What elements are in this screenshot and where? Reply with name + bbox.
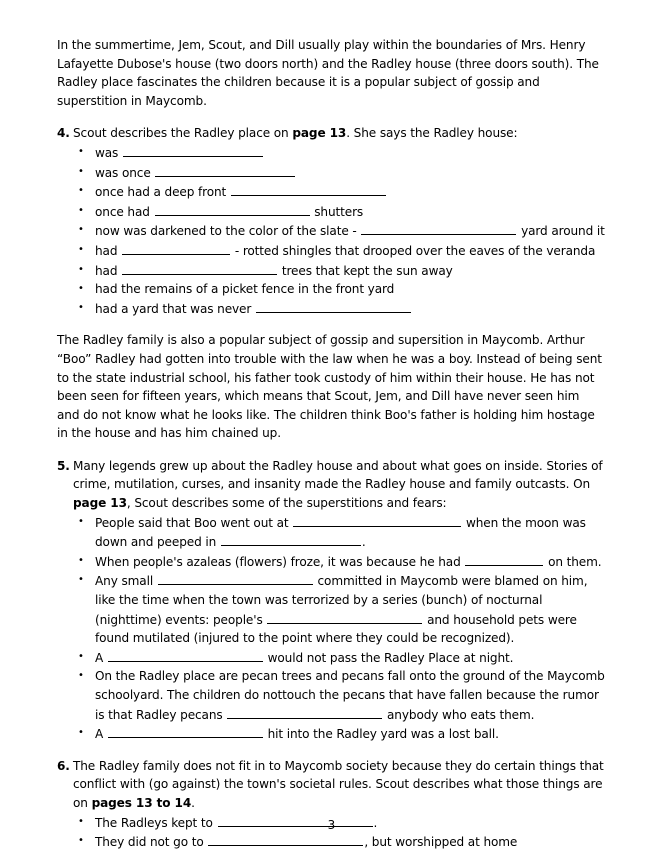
list-item	[57, 202, 605, 222]
bullet-text-before: once had	[95, 204, 154, 219]
answer-blank[interactable]	[122, 261, 277, 275]
list-item	[57, 513, 605, 552]
bullet-text-after: yard around it	[517, 224, 605, 239]
answer-blank[interactable]	[465, 552, 543, 566]
question-4-block	[57, 124, 605, 318]
bullet-text-after: shutters	[310, 204, 364, 219]
answer-blank[interactable]	[108, 724, 263, 738]
bullet-text-seg2: hit into the Radley yard was a lost ball.	[263, 727, 499, 742]
bullet-text-before: now was darkened to the color of the slate -	[95, 224, 361, 239]
answer-blank[interactable]	[155, 202, 310, 216]
list-item	[57, 221, 605, 241]
bullet-text-after: trees that kept the sun away	[278, 263, 453, 278]
list-item	[57, 724, 605, 744]
list-item	[57, 552, 605, 572]
bullet-text-before: had	[95, 263, 122, 278]
answer-blank[interactable]	[123, 143, 263, 157]
question-5-block	[57, 457, 605, 744]
question-6-stem-text-before: The Radley family does not fit in to Maycomb society because they do certain things that conflict with (go against) the town's societal rules. Scout describes what those things are on	[73, 758, 604, 810]
list-item	[57, 299, 605, 319]
question-4-stem-text-before: Scout describes the Radley place on	[73, 126, 293, 141]
bullet-text-seg3: .	[361, 535, 366, 550]
answer-blank[interactable]	[227, 705, 382, 719]
bullet-text-seg3: and household pets were found mutilated (injured to the point where they could be recognized).	[95, 612, 577, 646]
list-item	[57, 261, 605, 281]
answer-blank[interactable]	[293, 513, 461, 527]
intro-paragraph: In the summertime, Jem, Scout, and Dill usually play within the boundaries of Mrs. Henry Lafayette Dubose's house (two doors north) and the Radley house (three doors south). The Radley place fascinates the children because it is a popular subject of gossip and superstition in Maycomb.	[57, 38, 599, 108]
question-5-stem-text-before: Many legends grew up about the Radley house and about what goes on inside. Stories of crime, mutilation, curses, and insanity made the Radley house and family outcasts. On	[73, 458, 603, 492]
bullet-text-seg2: on them.	[544, 554, 602, 569]
question-5-page-reference: page 13	[73, 496, 127, 511]
answer-blank[interactable]	[108, 648, 263, 662]
answer-blank[interactable]	[267, 610, 422, 624]
bullet-text-seg1: People said that Boo went out at	[95, 515, 293, 530]
list-item	[57, 571, 605, 647]
answer-blank[interactable]	[231, 182, 386, 196]
list-item	[57, 667, 605, 724]
page-number: 3	[327, 818, 336, 832]
question-5-stem	[57, 457, 619, 513]
list-item	[57, 648, 605, 668]
question-6-block	[57, 757, 605, 852]
list-item	[57, 163, 605, 183]
list-item	[57, 143, 605, 163]
bullet-text-after: , but worshipped at home	[364, 835, 518, 850]
answer-blank[interactable]	[158, 571, 313, 585]
bullet-text-seg2: anybody who eats them.	[383, 707, 535, 722]
question-5-stem-text-after: , Scout describes some of the superstitions and fears:	[126, 496, 447, 511]
bullet-text-seg1: When people's azaleas (flowers) froze, it was because he had	[95, 554, 465, 569]
answer-blank[interactable]	[221, 532, 361, 546]
question-6-stem-text-after: .	[191, 795, 195, 810]
question-6-page-reference: pages 13 to 14	[91, 795, 192, 810]
list-item	[57, 241, 605, 261]
radley-family-paragraph: The Radley family is also a popular subject of gossip and supersition in Maycomb. Arthur “Boo” Radley had gotten into trouble with the law when he was a boy. Instead of being sent to the state industrial school, his father took custody of him within their house. He has not been seen for fifteen years, which means that Scout, Jem, and Dill have never seen him and do not know what he looks like. The children think Boo's father is holding him hostage in the house and has him chained up.	[57, 333, 602, 441]
question-5-bullet-list	[57, 513, 605, 744]
question-6-stem	[57, 757, 619, 813]
bullet-text-before: once had a deep front	[95, 185, 230, 200]
answer-blank[interactable]	[256, 299, 411, 313]
question-4-number: 4.	[57, 126, 70, 141]
bullet-text-before: had the remains of a picket fence in the front yard	[95, 282, 395, 297]
bullet-text-after: - rotted shingles that drooped over the eaves of the veranda	[231, 243, 596, 258]
answer-blank[interactable]	[122, 241, 230, 255]
bullet-text-before: They did not go to	[95, 835, 208, 850]
bullet-text-before: was	[95, 145, 122, 160]
bullet-text-before: had a yard that was never	[95, 301, 255, 316]
answer-blank[interactable]	[361, 221, 516, 235]
bullet-text-seg1: Any small	[95, 574, 157, 589]
bullet-text-after: .	[373, 815, 378, 830]
question-4-stem-text-after: . She says the Radley house:	[346, 126, 518, 141]
bullet-text-before: The Radleys kept to	[95, 815, 217, 830]
answer-blank[interactable]	[155, 163, 295, 177]
bullet-text-seg1: A	[95, 727, 107, 742]
question-4-page-reference: page 13	[292, 126, 347, 141]
bullet-text-seg2: committed in Maycomb were blamed on him, like the time when the town was terrorized by a series (bunch) of nocturnal (nighttime) events: people's	[95, 574, 588, 627]
question-4-stem	[57, 124, 619, 143]
bullet-text-seg2: would not pass the Radley Place at night.	[263, 650, 514, 665]
bullet-text-before: was once	[95, 165, 155, 180]
list-item	[57, 182, 605, 202]
bullet-text-seg2: when the moon was down and peeped in	[95, 515, 586, 550]
bullet-text-seg1: A	[95, 650, 107, 665]
bullet-text-before: had	[95, 243, 122, 258]
question-4-bullet-list	[57, 143, 605, 318]
list-item	[57, 280, 605, 299]
question-6-number: 6.	[57, 758, 70, 773]
question-5-number: 5.	[57, 458, 70, 473]
bullet-text-seg1: On the Radley place are pecan trees and pecans fall onto the ground of the Maycomb schoolyard. The children do nottouch the pecans that have fallen because the rumor is that Radley pecans	[95, 669, 605, 722]
list-item	[57, 832, 605, 852]
answer-blank[interactable]	[208, 832, 363, 846]
